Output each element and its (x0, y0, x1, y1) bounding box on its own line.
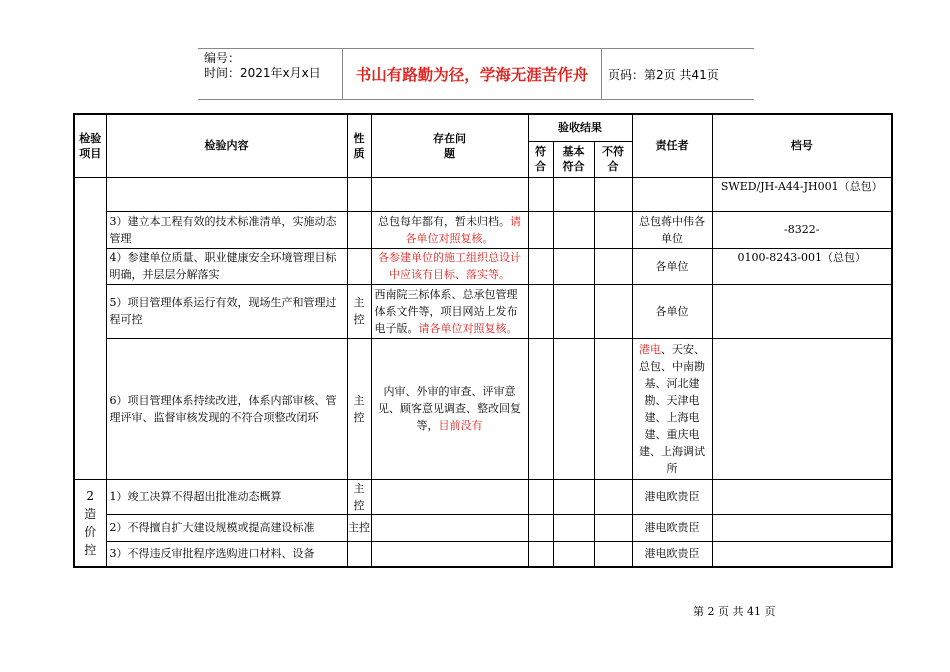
header-not-comply: 不符合 (594, 141, 632, 177)
not-comply-cell (594, 541, 632, 567)
issue-cell (371, 177, 528, 211)
nature-cell (347, 541, 371, 567)
table-row (74, 284, 892, 338)
content-cell (106, 177, 347, 211)
item-cell (74, 177, 106, 479)
owner-cell: 港电欧贵臣 (632, 479, 712, 514)
number-label: 编号： (204, 51, 241, 65)
nature-cell (347, 248, 371, 284)
page-label: 页码：第2页 共41页 (608, 68, 719, 82)
header-left (204, 51, 321, 81)
header-item: 检验项目 (74, 114, 106, 177)
file-no-cell (712, 541, 892, 567)
content-cell: 3）不得违反审批程序选购进口材料、设备 (106, 541, 347, 567)
comply-cell (528, 248, 553, 284)
issue-cell (371, 541, 528, 567)
issue-cell: 西南院三标体系、总承包管理体系文件等，项目网站上发布电子版。请各单位对照复核。 (371, 284, 528, 338)
header-comply: 符合 (528, 141, 553, 177)
file-no-cell: -8322- (712, 211, 892, 248)
header-owner: 责任者 (632, 114, 712, 177)
basic-comply-cell (553, 284, 594, 338)
owner-cell: 总包蒋中伟各单位 (632, 211, 712, 248)
header-issues: 存在问题 (371, 114, 528, 177)
table-row (74, 211, 892, 248)
file-no-cell (712, 284, 892, 338)
content-cell: 1）竣工决算不得超出批准动态概算 (106, 479, 347, 514)
not-comply-cell (594, 211, 632, 248)
file-no-cell: 0100-8243-001（总包） (712, 248, 892, 284)
table-row (74, 248, 892, 284)
table-row (74, 177, 892, 211)
comply-cell (528, 284, 553, 338)
table-row (74, 541, 892, 567)
basic-comply-cell (553, 211, 594, 248)
nature-cell: 主控 (347, 338, 371, 479)
nature-cell: 主控 (347, 479, 371, 514)
issue-cell: 总包每年都有，暂未归档。请各单位对照复核。 (371, 211, 528, 248)
basic-comply-cell (553, 541, 594, 567)
comply-cell (528, 541, 553, 567)
comply-cell (528, 514, 553, 541)
owner-cell: 港电、天安、总包、中南勘基、河北建勘、天津电建、上海电建、重庆电建、上海调试所 (632, 338, 712, 479)
nature-cell: 主控 (347, 514, 371, 541)
inspection-table (73, 113, 893, 568)
basic-comply-cell (553, 338, 594, 479)
content-cell: 2）不得擅自扩大建设规模或提高建设标准 (106, 514, 347, 541)
not-comply-cell (594, 248, 632, 284)
header-file-no: 档号 (712, 114, 892, 177)
basic-comply-cell (553, 177, 594, 211)
issue-cell (371, 479, 528, 514)
owner-cell: 各单位 (632, 248, 712, 284)
not-comply-cell (594, 479, 632, 514)
comply-cell (528, 338, 553, 479)
header-result: 验收结果 (528, 114, 632, 141)
nature-cell (347, 211, 371, 248)
owner-cell (632, 177, 712, 211)
owner-cell: 港电欧贵臣 (632, 541, 712, 567)
file-no-cell: SWED/JH-A44-JH001（总包） (712, 177, 892, 211)
table-row (74, 338, 892, 479)
comply-cell (528, 211, 553, 248)
issue-cell (371, 514, 528, 541)
not-comply-cell (594, 338, 632, 479)
basic-comply-cell (553, 248, 594, 284)
date-label: 时间：2021年x月x日 (204, 66, 321, 80)
motto: 书山有路勤为径，学海无涯苦作舟 (342, 49, 602, 99)
file-no-cell (712, 514, 892, 541)
header-content: 检验内容 (106, 114, 347, 177)
file-no-cell (712, 338, 892, 479)
comply-cell (528, 177, 553, 211)
not-comply-cell (594, 177, 632, 211)
item-cell: 2造价控 (74, 479, 106, 567)
not-comply-cell (594, 514, 632, 541)
content-cell: 5）项目管理体系运行有效，现场生产和管理过程可控 (106, 284, 347, 338)
content-cell: 4）参建单位质量、职业健康安全环境管理目标明确，并层层分解落实 (106, 248, 347, 284)
page-footer: 第 2 页 共 41 页 (693, 605, 776, 618)
file-no-cell (712, 479, 892, 514)
owner-cell: 港电欧贵臣 (632, 514, 712, 541)
issue-cell: 内审、外审的审查、评审意见、顾客意见调查、整改回复等，目前没有 (371, 338, 528, 479)
content-cell: 6）项目管理体系持续改进，体系内部审核、管理评审、监督审核发现的不符合项整改闭环 (106, 338, 347, 479)
comply-cell (528, 479, 553, 514)
not-comply-cell (594, 284, 632, 338)
nature-cell (347, 177, 371, 211)
table-row (74, 514, 892, 541)
header-nature: 性质 (347, 114, 371, 177)
basic-comply-cell (553, 479, 594, 514)
content-cell: 3）建立本工程有效的技术标准清单，实施动态管理 (106, 211, 347, 248)
page-header (198, 48, 754, 100)
header-row (74, 114, 892, 141)
issue-cell: 各参建单位的施工组织总设计中应该有目标、落实等。 (371, 248, 528, 284)
owner-cell: 各单位 (632, 284, 712, 338)
header-basic-comply: 基本符合 (553, 141, 594, 177)
nature-cell: 主控 (347, 284, 371, 338)
basic-comply-cell (553, 514, 594, 541)
table-row (74, 479, 892, 514)
